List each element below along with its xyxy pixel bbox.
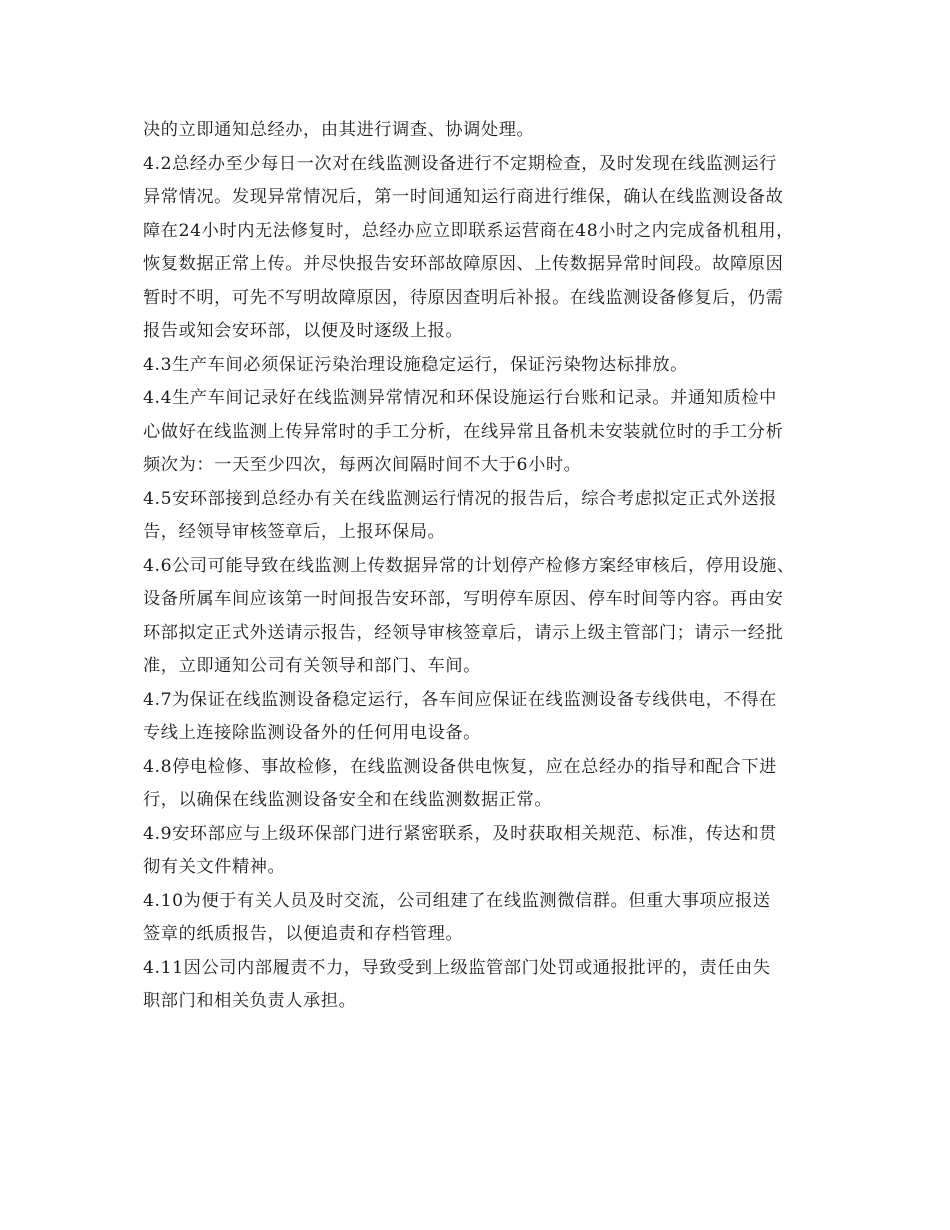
document-body (143, 114, 818, 1019)
text-line: 异常情况。发现异常情况后，第一时间通知运行商进行维保，确认在线监测设备故 (143, 187, 784, 207)
text-line: 4.6公司可能导致在线监测上传数据异常的计划停产检修方案经审核后，停用设施、 (143, 555, 795, 576)
text-line: 彻有关文件精神。 (143, 857, 286, 877)
text-line: 4.9安环部应与上级环保部门进行紧密联系，及时获取相关规范、标准，传达和贯 (143, 823, 777, 844)
text-line: 准，立即通知公司有关领导和部门、车间。 (143, 656, 481, 676)
text-line: 4.5安环部接到总经办有关在线监测运行情况的报告后，综合考虑拟定正式外送报 (143, 488, 777, 509)
text-line: 4.8停电检修、事故检修，在线监测设备供电恢复，应在总经办的指导和配合下进 (143, 756, 777, 777)
text-line: 障在24小时内无法修复时，总经办应立即联系运营商在48小时之内完成备机租用， (143, 220, 794, 241)
text-line: 职部门和相关负责人承担。 (143, 991, 357, 1011)
text-line: 心做好在线监测上传异常时的手工分析，在线异常且备机未安装就位时的手工分析 (143, 421, 784, 442)
text-line: 环部拟定正式外送请示报告，经领导审核签章后，请示上级主管部门；请示一经批 (143, 622, 784, 643)
text-line: 告，经领导审核签章后，上报环保局。 (143, 522, 446, 542)
text-line: 报告或知会安环部，以便及时逐级上报。 (143, 321, 464, 341)
text-line: 签章的纸质报告，以便追责和存档管理。 (143, 924, 464, 944)
text-line: 4.2总经办至少每日一次对在线监测设备进行不定期检查，及时发现在线监测运行 (143, 153, 777, 174)
text-line: 频次为：一天至少四次，每两次间隔时间不大于6小时。 (143, 455, 582, 475)
text-line: 4.7为保证在线监测设备稳定运行，各车间应保证在线监测设备专线供电，不得在 (143, 689, 777, 710)
text-line: 设备所属车间应该第一时间报告安环部，写明停车原因、停车时间等内容。再由安 (143, 589, 784, 609)
text-line: 4.4生产车间记录好在线监测异常情况和环保设施运行台账和记录。并通知质检中 (143, 388, 777, 408)
text-line: 恢复数据正常上传。并尽快报告安环部故障原因、上传数据异常时间段。故障原因 (143, 254, 784, 274)
text-line: 暂时不明，可先不写明故障原因，待原因查明后补报。在线监测设备修复后，仍需 (143, 287, 784, 308)
text-line: 4.3生产车间必须保证污染治理设施稳定运行，保证污染物达标排放。 (143, 354, 688, 375)
text-line: 行，以确保在线监测设备安全和在线监测数据正常。 (143, 790, 553, 810)
text-line: 4.11因公司内部履责不力，导致受到上级监管部门处罚或通报批评的，责任由失 (143, 957, 771, 978)
text-line: 专线上连接除监测设备外的任何用电设备。 (143, 723, 481, 743)
text-line: 决的立即通知总经办，由其进行调查、协调处理。 (143, 120, 535, 140)
text-line: 4.10为便于有关人员及时交流，公司组建了在线监测微信群。但重大事项应报送 (143, 890, 771, 911)
